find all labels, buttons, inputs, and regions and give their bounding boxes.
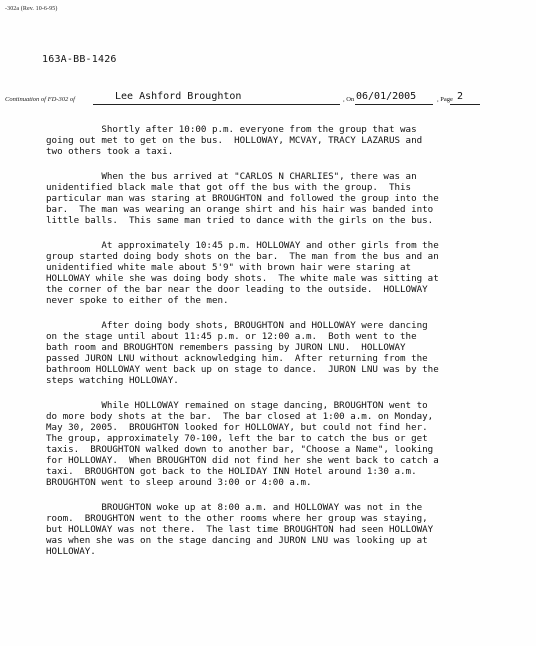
text-line: Shortly after 10:00 p.m. everyone from the group that was bbox=[46, 124, 417, 135]
text-line: steps watching HOLLOWAY. bbox=[46, 375, 179, 386]
text-line: particular man was staring at BROUGHTON and followed the group into the bbox=[46, 193, 439, 204]
text-line: taxis. BROUGHTON walked down to another bar, "Choose a Name", looking bbox=[46, 444, 434, 455]
text-line: passed JURON LNU without acknowledging him. After returning from the bbox=[46, 353, 428, 364]
text-line: May 30, 2005. BROUGHTON looked for HOLLOWAY, but could not find her. bbox=[46, 422, 428, 433]
paragraph-6 bbox=[46, 502, 530, 557]
text-line: but HOLLOWAY was not there. The last time BROUGHTON had seen HOLLOWAY bbox=[46, 524, 434, 535]
interview-date: 06/01/2005 bbox=[356, 91, 417, 102]
date-underline bbox=[355, 104, 433, 105]
text-line: unidentified white male about 5'9" with brown hair were staring at bbox=[46, 262, 412, 273]
text-line: little balls. This same man tried to dance with the girls on the bus. bbox=[46, 215, 434, 226]
text-line: never spoke to either of the men. bbox=[46, 295, 229, 306]
text-line: on the stage until about 11:45 p.m. or 12:00 a.m. Both went to the bbox=[46, 331, 417, 342]
text-line: The group, approximately 70-100, left the bar to catch the bus or get bbox=[46, 433, 428, 444]
text-line: BROUGHTON went to sleep around 3:00 or 4:00 a.m. bbox=[46, 477, 312, 488]
page-number: 2 bbox=[457, 91, 464, 102]
text-line: HOLLOWAY. bbox=[46, 546, 96, 557]
paragraph-1 bbox=[46, 124, 530, 157]
paragraph-2 bbox=[46, 171, 530, 226]
text-line: for HOLLOWAY. When BROUGHTON did not find her she went back to catch a bbox=[46, 455, 439, 466]
text-line: the corner of the bar near the door leading to the outside. HOLLOWAY bbox=[46, 284, 428, 295]
text-line: do more body shots at the bar. The bar closed at 1:00 a.m. on Monday, bbox=[46, 411, 434, 422]
text-line: While HOLLOWAY remained on stage dancing, BROUGHTON went to bbox=[46, 400, 428, 411]
subject-underline bbox=[93, 104, 340, 105]
continuation-header bbox=[5, 91, 525, 107]
text-line: going out met to get on the bus. HOLLOWAY, MCVAY, TRACY LAZARUS and bbox=[46, 135, 423, 146]
text-line: bar. The man was wearing an orange shirt and his hair was banded into bbox=[46, 204, 434, 215]
text-line: taxi. BROUGHTON got back to the HOLIDAY INN Hotel around 1:30 a.m. bbox=[46, 466, 417, 477]
on-label: , On bbox=[343, 96, 355, 103]
text-line: BROUGHTON woke up at 8:00 a.m. and HOLLOWAY was not in the bbox=[46, 502, 423, 513]
text-line: After doing body shots, BROUGHTON and HOLLOWAY were dancing bbox=[46, 320, 428, 331]
body-text bbox=[46, 124, 530, 571]
page-label: , Page bbox=[437, 96, 453, 103]
text-line: bathroom HOLLOWAY went back up on stage to dance. JURON LNU was by the bbox=[46, 364, 439, 375]
paragraph-4 bbox=[46, 320, 530, 386]
text-line: was when she was on the stage dancing and JURON LNU was looking up at bbox=[46, 535, 428, 546]
text-line: group started doing body shots on the bar. The man from the bus and an bbox=[46, 251, 439, 262]
text-line: unidentified black male that got off the bus with the group. This bbox=[46, 182, 412, 193]
text-line: two others took a taxi. bbox=[46, 146, 174, 157]
file-number: 163A-BB-1426 bbox=[42, 54, 117, 65]
page-underline bbox=[450, 104, 480, 105]
subject-name: Lee Ashford Broughton bbox=[115, 91, 242, 102]
text-line: At approximately 10:45 p.m. HOLLOWAY and other girls from the bbox=[46, 240, 439, 251]
text-line: HOLLOWAY while she was doing body shots. The white male was sitting at bbox=[46, 273, 439, 284]
paragraph-3 bbox=[46, 240, 530, 306]
form-revision: -302a (Rev. 10-6-95) bbox=[5, 6, 58, 12]
text-line: bath room and BROUGHTON remembers passing by JURON LNU. HOLLOWAY bbox=[46, 342, 406, 353]
continuation-label: Continuation of FD-302 of bbox=[5, 96, 75, 103]
text-line: room. BROUGHTON went to the other rooms where her group was staying, bbox=[46, 513, 428, 524]
paragraph-5 bbox=[46, 400, 530, 488]
text-line: When the bus arrived at "CARLOS N CHARLIES", there was an bbox=[46, 171, 417, 182]
